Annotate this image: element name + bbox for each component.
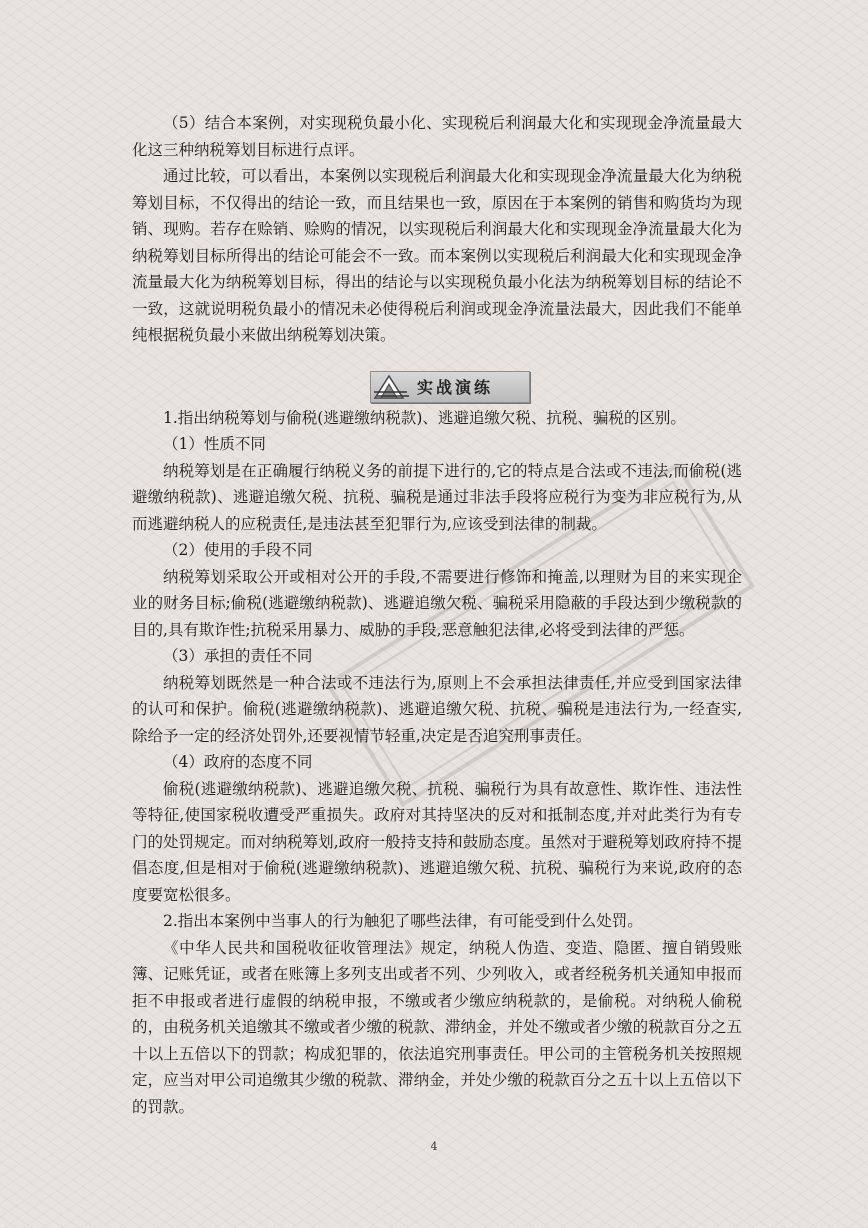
paragraph-liability: 纳税筹划既然是一种合法或不违法行为,原则上不会承担法律责任,并应受到国家法律的认可和保护。偷税(逃避缴纳税款)、逃避追缴欠税、抗税、骗税是违法行为,一经查实,除给予一定的经济处罚外,还要视情节轻重,决定是否追究刑事责任。 [132, 673, 742, 745]
stacked-triangle-logo-icon [371, 372, 411, 402]
paragraph-means: 纳税筹划采取公开或相对公开的手段,不需要进行修饰和掩盖,以理财为目的来实现企业的财务目标;偷税(逃避缴纳税款)、逃避追缴欠税、骗税采用隐蔽的手段达到少缴税款的目的,具有欺诈性;抗税采用暴力、威胁的手段,恶意触犯法律,必将受到法律的严惩。 [132, 567, 742, 639]
heading-liability: （3）承担的责任不同 [163, 647, 313, 665]
heading-means: （2）使用的手段不同 [163, 541, 313, 559]
paragraph-nature: 纳税筹划是在正确履行纳税义务的前提下进行的,它的特点是合法或不违法,而偷税(逃避缴纳税款)、逃避追缴欠税、抗税、骗税是通过非法手段将应税行为变为非应税行为,从而逃避纳税人的应税责任,是违法甚至犯罪行为,应该受到法律的制裁。 [132, 461, 742, 533]
heading-government-attitude: （4）政府的态度不同 [163, 753, 313, 771]
document-page [132, 110, 742, 1120]
section-banner-wrap [132, 349, 742, 405]
section-banner [370, 371, 530, 403]
section-title: 实战演练 [417, 378, 494, 397]
paragraph-government-attitude: 偷税(逃避缴纳税款)、逃避追缴欠税、抗税、骗税行为具有故意性、欺诈性、违法性等特征,使国家税收遭受严重损失。政府对其持坚决的反对和抵制态度,并对此类行为有专门的处罚规定。而对纳税筹划,政府一般持支持和鼓励态度。虽然对于避税筹划政府持不提倡态度,但是相对于偷税(逃避缴纳税款)、逃避追缴欠税、抗税、骗税行为来说,政府的态度要宽松很多。 [132, 779, 742, 904]
paragraph-point-5: （5）结合本案例，对实现税负最小化、实现税后利润最大化和实现现金净流量最大化这三种纳税筹划目标进行点评。 [132, 114, 742, 159]
paragraph-penalty: 《中华人民共和国税收征收管理法》规定，纳税人伪造、变造、隐匿、擅自销毁账簿、记账凭证，或者在账簿上多列支出或者不列、少列收入，或者经税务机关通知申报而拒不申报或者进行虚假的纳税申报，不缴或者少缴应纳税款的，是偷税。对纳税人偷税的，由税务机关追缴其不缴或者少缴的税款、滞纳金，并处不缴或者少缴的税款百分之五十以上五倍以下的罚款；构成犯罪的，依法追究刑事责任。甲公司的主管税务机关按照规定，应当对甲公司追缴其少缴的税款、滞纳金，并处少缴的税款百分之五十以上五倍以下的罚款。 [132, 938, 742, 1116]
question-2: 2.指出本案例中当事人的行为触犯了哪些法律，有可能受到什么处罚。 [163, 912, 643, 930]
heading-nature: （1）性质不同 [163, 435, 266, 453]
page-number: 4 [430, 1140, 438, 1153]
question-1: 1.指出纳税筹划与偷税(逃避缴纳税款)、逃避追缴欠税、抗税、骗税的区别。 [163, 408, 686, 427]
paragraph-comparison: 通过比较，可以看出，本案例以实现税后利润最大化和实现现金净流量最大化为纳税筹划目标，不仅得出的结论一致，而且结果也一致，原因在于本案例的销售和购货均为现销、现购。若存在赊销、赊购的情况，以实现税后利润最大化和实现现金净流量最大化为纳税筹划目标所得出的结论可能会不一致。而本案例以实现税后利润最大化和实现现金净流量最大化为纳税筹划目标，得出的结论与以实现税负最小化法为纳税筹划目标的结论不一致，这就说明税负最小的情况未必使得税后利润或现金净流量法最大，因此我们不能单纯根据税负最小来做出纳税筹划决策。 [132, 167, 742, 344]
